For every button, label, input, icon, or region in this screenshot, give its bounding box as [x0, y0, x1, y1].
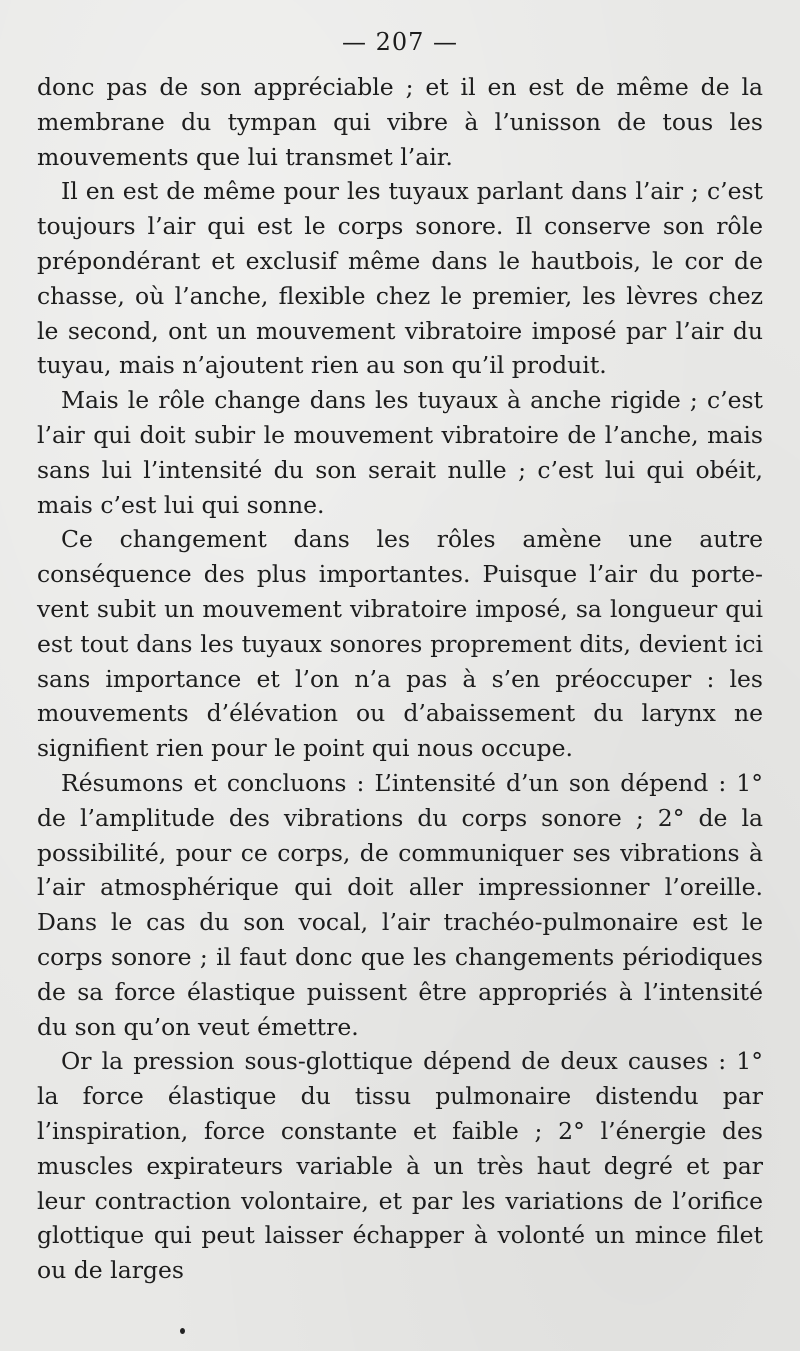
paragraph-4: Ce changement dans les rôles amène une autre conséquence des plus importantes. Puisque l’air du porte-vent subit un mouvement vibratoire imposé, sa longueur qui est tout dans les tuyaux sonores proprement dits, devient ici sans importance et l’on n’a pas à s’en préoccuper : les mouvements d’élévation ou d’abaissement du larynx ne signifient rien pour le point qui nous occupe. [37, 525, 763, 763]
paragraph-1: donc pas de son appréciable ; et il en est de même de la membrane du tympan qui vibre à l’unisson de tous les mouvements que lui transmet l’air. [37, 73, 763, 171]
paragraph-6: Or la pression sous-glottique dépend de deux causes : 1° la force élastique du tissu pulmonaire distendu par l’inspiration, force constante et faible ; 2° l’énergie des muscles expirateurs variable à un très haut degré et par leur contraction volontaire, et par les variations de l’orifice glottique qui peut laisser échapper à volonté un mince filet ou de larges [37, 1047, 763, 1285]
page-number: — 207 — [341, 28, 459, 56]
ink-speck [180, 1328, 185, 1334]
paragraph-2: Il en est de même pour les tuyaux parlant dans l’air ; c’est toujours l’air qui est le corps sonore. Il conserve son rôle prépondérant et exclusif même dans le hautbois, le cor de chasse, où l’anche, flexible chez le premier, les lèvres chez le second, ont un mouvement vibratoire imposé par l’air du tuyau, mais n’ajoutent rien au son qu’il produit. [37, 177, 763, 380]
paragraph-3: Mais le rôle change dans les tuyaux à anche rigide ; c’est l’air qui doit subir le mouvement vibratoire de l’anche, mais sans lui l’intensité du son serait nulle ; c’est lui qui obéit, mais c’est lui qui sonne. [37, 386, 763, 519]
page-body [37, 70, 763, 1288]
paragraph-5: Résumons et concluons : L’intensité d’un son dépend : 1° de l’amplitude des vibrations du corps sonore ; 2° de la possibilité, pour ce corps, de communiquer ses vibrations à l’air atmosphérique qui doit aller impressionner l’oreille. Dans le cas du son vocal, l’air trachéo-pulmonaire est le corps sonore ; il faut donc que les changements périodiques de sa force élastique puissent être appropriés à l’intensité du son qu’on veut émettre. [37, 768, 763, 1041]
